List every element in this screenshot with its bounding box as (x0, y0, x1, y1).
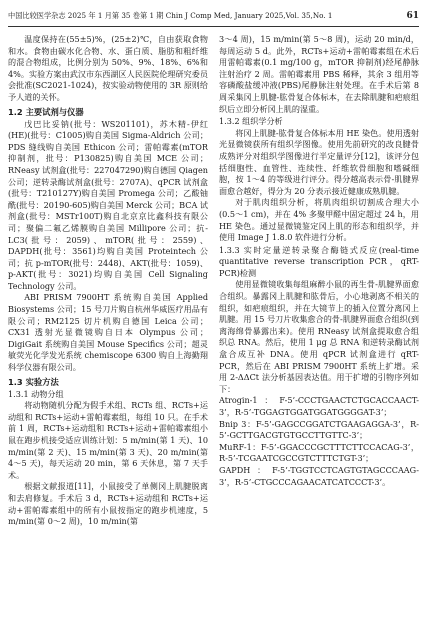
paragraph-training-continued: 3～4 周)，15 m/min(第 5～8 周)，运动 20 min/d，每周运动 5 d。此外，RCTs+运动+雷帕霉素组在术后用雷帕霉素(0.1 mg/100 g，mTOR 抑制剂)经尾静脉注射治疗 2 周。雷帕霉素用 PBS 稀释，其余 3 组用等容磷酸盐缓冲液(PBS)尾静脉注射处理。在手术后第 8 周采集冈上肌腱-肱骨复合体标本，在去除肌腱和疤痕组织后立即分析冈上肌的湿重。 (219, 34, 419, 114)
right-column (219, 34, 419, 622)
paragraph-qrt-pcr: 使用显微镜收集每组麻醉小鼠的再生骨-肌腱界面愈合组织。暴露冈上肌腱和肱骨后，小心地剥离不相关的组织，如疤痕组织，并在大镜节上的插入位置分离冈上肌腱。用 15 号刀片收集愈合的骨-肌腱界面愈合组织(到离海绵骨暴露出来)。使用 RNeasy 试剂盒提取愈合组织总 RNA。然后，使用 1 μg 总 RNA 和逆转录酶试剂盒合成互补 DNA。使用 qPCR 试剂盒进行 qRT-PCR，然后在 ABI PRISM 7900HT 系统上扩增。采用 2-ΔΔCt 法分析基因表达值。用于扩增的引物序列如下： (219, 279, 419, 394)
paragraph-grouping: 将动物随机分配为假手术组、RCTs 组、RCTs+运动组和 RCTs+运动+雷帕霉素组，每组 10 只。在手术前 1 周，RCTs+运动组和 RCTs+运动+雷帕霉素组小鼠在跑步机接受适应训练计划：5 m/min(第 1 天)、10 m/min(第 2 天)、15 m/min(第 3 天)、20 m/min(第 4～5 天)，每天运动 20 min，第 6 天休息，第 7 天手术。 (8, 400, 208, 480)
page-number: 61 (406, 11, 419, 21)
subheading-animal-grouping: 1.3.1 动物分组 (8, 388, 64, 399)
paragraph-instruments: ABI PRISM 7900HT 系统购自美国 Applied Biosystems 公司；15 号刀片购自杭州华威医疗用品有限公司；RM2125 切片机购自德国 Leica 公司；CX31 透射光显微镜购自日本 Olympus 公司；DigiGait 系统购自美国 Mouse Specifics 公司；超灵敏荧光化学发光系统 chemiscope 6300 购自上海勤翔科学仪器有限公司。 (8, 292, 208, 373)
running-header (8, 6, 419, 27)
subheading-qrt-pcr: 1.3.3 实时定量逆转录聚合酶链式反应(real-time quantitative reverse transcription PCR，qRT-PCR)检测 (219, 244, 419, 278)
heading-reagents-instruments: 1.2 主要试剂与仪器 (8, 106, 84, 117)
paragraph-histology: 将冈上肌腱-肱骨复合体标本用 HE 染色。使用透射光显微镜获所有组织学图像。使用先前研究的改良腱骨成熟评分对组织学图像进行半定量评分[12]，该评分包括细胞性、血管性、连续性、纤维软骨细胞和嗜碱细胞，按 1～4 的等级进行评分。得分越高表示骨-肌腱界面愈合越好，得分为 20 分表示接近健康成熟肌腱。 (219, 127, 419, 196)
paragraph-animal-housing: 温度保持在(55±5)%，(25±2)℃，自由获取食物和水。食物由碳水化合物、水、蛋白质、脂肪和粗纤维的混合物组成，比例分别为 50%、9%、18%、6%和 4%。实验方案由武汉市东西湖区人民医院伦理研究委员会批准(SC2021-1024)，按实验动物使用的 3R 原则给予人道的关怀。 (8, 34, 208, 102)
primer-sequence-bnip3: Bnip 3：F-5’-GAGCCGGATCTGAAGAGGA-3’，R-5’-GCTTGACGTGTGCCTTGTTC-3’； (219, 418, 419, 441)
journal-citation: 中国比较医学杂志 2025 年 1 月第 35 卷第 1 期 Chin J Comp Med, January 2025,Vol. 35,No. 1 (8, 11, 333, 20)
heading-methods: 1.3 实验方法 (8, 376, 59, 387)
left-column (8, 34, 208, 622)
paragraph-reagents: 戊巴比妥钠(批号：WS201101)，苏木精-伊红(HE)(批号：C1005)购自美国 Sigma-Aldrich 公司；PDS 缝线购自美国 Ethicon 公司；雷帕霉素(mTOR 抑制剂，批号：P130825)购自美国 MCE 公司；RNeasy 试剂盒(批号：227047290)购自德国 Qiagen 公司；逆转录酶试剂盒(批号：2707A)、qPCR 试剂盒(批号：T210127Y)购自美国 Promega 公司；乙酸铀酰(批号：20190-605)购自美国 Merck 公司；BCA 试剂盒(批号：MSTr100T)购自北京京比鑫科技有限公司；聚偏二氟乙烯膜购自美国 Millipore 公司；抗-LC3(批号：2059)、mTOR(批号：2559)、DAPDH(批号：3561)均购自美国 Proteintech 公司；抗 p-mTOR(批号：2448)、AKT(批号：1059)、p-AKT(批号：3021)均购自美国 Cell Signaling Technology 公司。 (8, 118, 208, 291)
subheading-histology: 1.3.2 组织学分析 (219, 116, 283, 127)
primer-sequence-murf1: MuRF-1：F-5’-GGACCCGCTTTCTTCCACAG-3’，R-5’-TCGAATCGCCGTCTTTCTGT-3’； (219, 441, 419, 464)
paragraph-training: 根据文献报道[11]，小鼠接受了单侧冈上肌腱脱离和去肩修复。手术后 3 d，RCTs+运动组和 RCTs+运动+雷帕霉素组中的所有小鼠按指定的跑步机速度，5 m/min(第 0～2 周)，10 m/min(第 (8, 481, 208, 527)
primer-sequence-gapdh: GAPDH：F-5’-TGGTCCTCAGTGTAGCCCAAG-3’，R-5’-CTGCCCAGAACATCATCCCT-3’。 (219, 464, 419, 487)
paragraph-muscle-analysis: 对于肌肉组织分析，将肌肉组织切割成合理大小(0.5～1 cm)，并在 4% 多聚甲醛中固定超过 24 h，用 HE 染色。通过显微镜鉴定冈上肌的形态和组织学，并使用 Image J 1.8.0 软件进行分析。 (219, 197, 419, 243)
primer-sequence-atrogin: Atrogin-1：F-5’-CCCTGAACTCTGCACCAACT-3’，R-5’-TGGAGTGGATGGATGGGGAT-3’； (219, 395, 419, 417)
